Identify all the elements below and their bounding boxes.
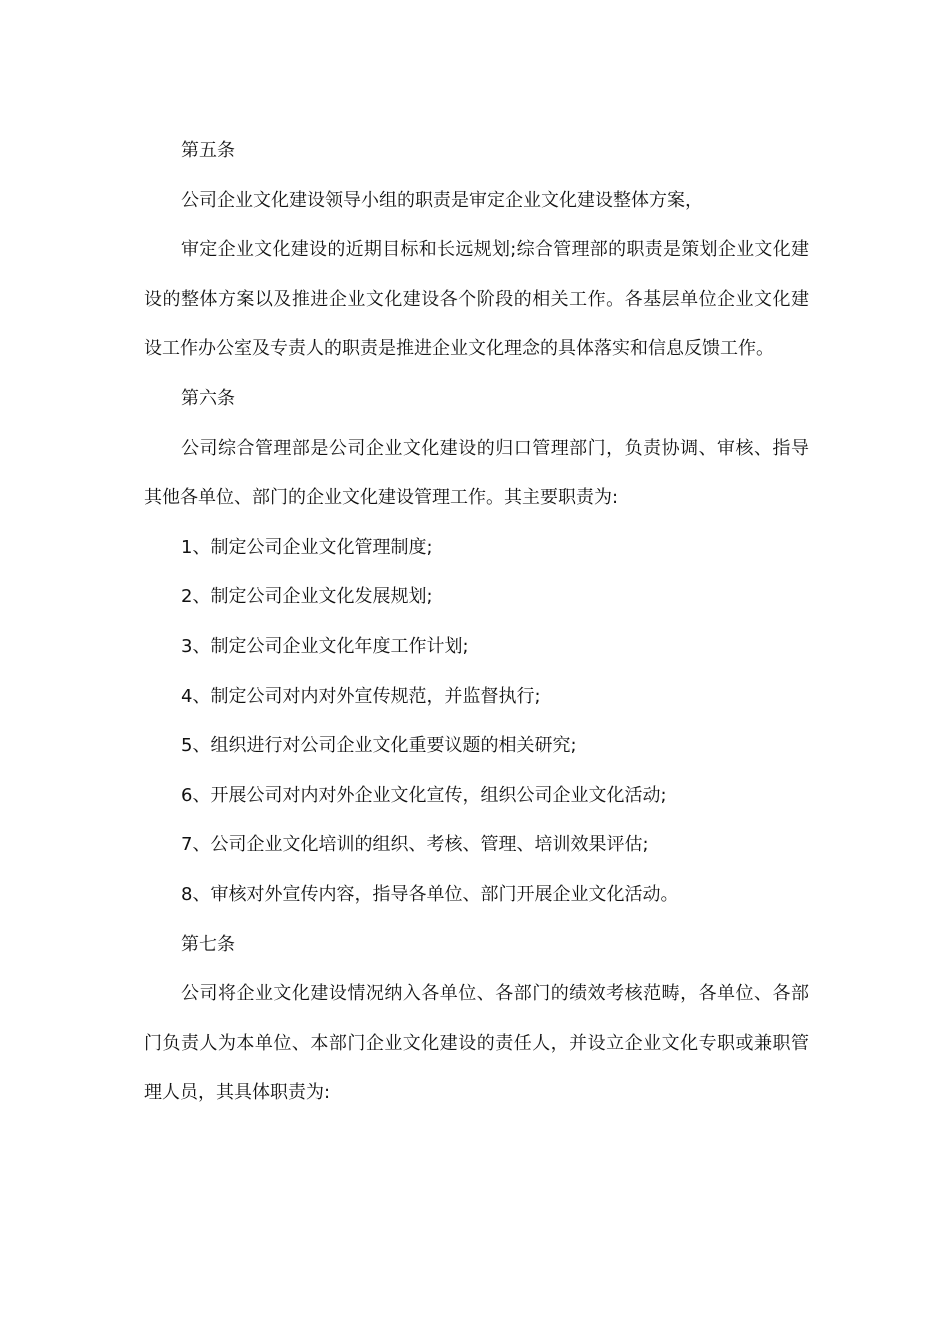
list-item-4: 4、制定公司对内对外宣传规范，并监督执行; [181,685,541,707]
list-item-5: 5、组织进行对公司企业文化重要议题的相关研究; [181,735,577,757]
list-item-7: 7、公司企业文化培训的组织、考核、管理、培训效果评估; [181,834,649,856]
paragraph-leadership-duties: 公司企业文化建设领导小组的职责是审定企业文化建设整体方案， [181,189,703,211]
list-item-8: 8、审核对外宣传内容，指导各单位、部门开展企业文化活动。 [181,883,679,905]
article-heading-6: 第六条 [181,387,235,409]
document-body [144,126,809,1118]
list-item-6: 6、开展公司对内对外企业文化宣传，组织公司企业文化活动; [181,784,667,806]
list-item-3: 3、制定公司企业文化年度工作计划; [181,635,469,657]
list-item-2: 2、制定公司企业文化发展规划; [181,586,433,608]
article-heading-5: 第五条 [181,140,235,161]
article-heading-7: 第七条 [181,933,235,955]
paragraph-department-role: 公司综合管理部是公司企业文化建设的归口管理部门，负责协调、审核、指导其他各单位、部门的企业文化建设管理工作。其主要职责为: [144,437,809,509]
paragraph-management-duties: 审定企业文化建设的近期目标和长远规划;综合管理部的职责是策划企业文化建设的整体方案以及推进企业文化建设各个阶段的相关工作。各基层单位企业文化建设工作办公室及专责人的职责是推进企业文化理念的具体落实和信息反馈工作。 [144,239,809,360]
paragraph-performance-review: 公司将企业文化建设情况纳入各单位、各部门的绩效考核范畴，各单位、各部门负责人为本单位、本部门企业文化建设的责任人，并设立企业文化专职或兼职管理人员，其具体职责为: [144,983,809,1104]
list-item-1: 1、制定公司企业文化管理制度; [181,536,433,558]
